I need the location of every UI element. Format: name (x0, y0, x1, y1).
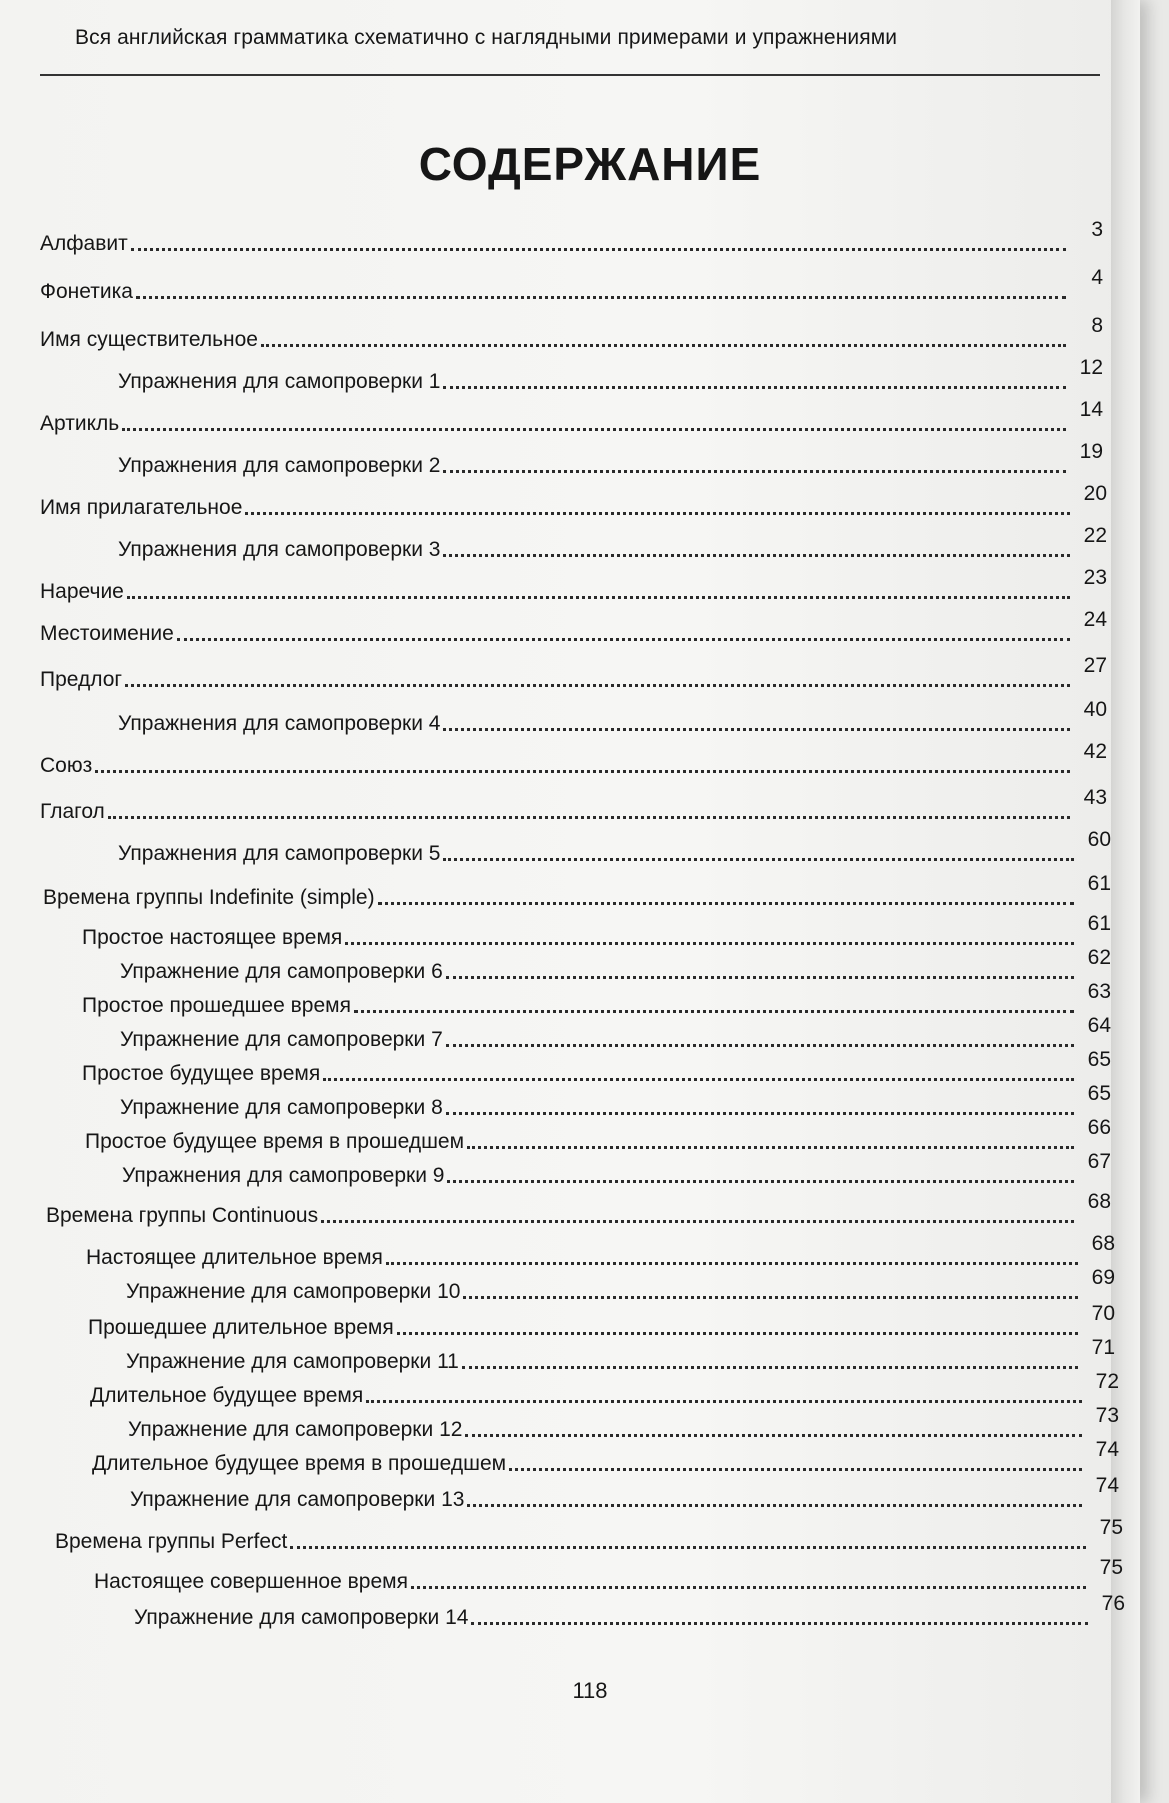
toc-leader-dots (131, 248, 1066, 251)
running-head: Вся английская грамматика схематично с наглядными примерами и упражнениями (75, 26, 898, 49)
toc-entry-label: Простое настоящее время (82, 926, 343, 949)
toc-entry (40, 608, 1107, 646)
toc-leader-dots (471, 1622, 1088, 1625)
toc-entry (85, 1116, 1111, 1154)
toc-leader-dots (467, 1504, 1082, 1507)
toc-entry-label: Фонетика (40, 280, 133, 303)
toc-leader-dots (136, 296, 1066, 299)
toc-leader-dots (261, 344, 1066, 347)
toc-entry-page: 3 (1091, 218, 1103, 241)
toc-leader-dots (447, 1180, 1074, 1183)
toc-leader-dots (366, 1400, 1082, 1403)
toc-entry (118, 356, 1103, 394)
toc-entry-page: 60 (1087, 828, 1111, 851)
toc-entry-page: 72 (1095, 1370, 1119, 1393)
toc-entry-page: 64 (1087, 1014, 1111, 1037)
toc-entry (40, 566, 1107, 604)
toc-entry-page: 67 (1087, 1150, 1111, 1173)
toc-entry-page: 20 (1083, 482, 1107, 505)
toc-entry-label: Простое будущее время в прошедшем (85, 1130, 465, 1153)
toc-entry-page: 62 (1087, 946, 1111, 969)
toc-leader-dots (386, 1262, 1078, 1265)
page-number: 118 (572, 1678, 608, 1703)
toc-entry-page: 22 (1083, 524, 1107, 547)
toc-entry-page: 70 (1091, 1302, 1115, 1325)
toc-leader-dots (509, 1468, 1082, 1471)
toc-leader-dots (467, 1146, 1074, 1149)
toc-leader-dots (323, 1078, 1074, 1081)
toc-leader-dots (465, 1434, 1082, 1437)
toc-leader-dots (443, 470, 1066, 473)
toc-entry (118, 828, 1111, 866)
toc-entry-page: 68 (1091, 1232, 1115, 1255)
toc-entry-label: Времена группы Indefinite (simple) (43, 886, 375, 909)
toc-entry (128, 1404, 1119, 1442)
toc-entry-page: 42 (1083, 740, 1107, 763)
toc-entry-page: 74 (1095, 1438, 1119, 1461)
toc-leader-dots (290, 1546, 1086, 1549)
toc-entry-label: Упражнение для самопроверки 12 (128, 1418, 463, 1441)
toc-entry (126, 1266, 1115, 1304)
toc-entry (118, 698, 1107, 736)
toc-entry-label: Артикль (40, 412, 120, 435)
toc-leader-dots (245, 512, 1070, 515)
toc-entry-label: Местоимение (40, 622, 174, 645)
toc-entry-label: Настоящее длительное время (86, 1246, 383, 1269)
toc-entry-page: 65 (1087, 1048, 1111, 1071)
toc-leader-dots (443, 386, 1066, 389)
toc-entry-label: Упражнения для самопроверки 4 (118, 712, 441, 735)
toc-entry-page: 61 (1087, 912, 1111, 935)
toc-entry-label: Упражнения для самопроверки 9 (122, 1164, 445, 1187)
toc-entry (88, 1302, 1115, 1340)
toc-entry (55, 1516, 1123, 1554)
toc-entry-label: Простое прошедшее время (82, 994, 351, 1017)
toc-entry (90, 1370, 1119, 1408)
toc-entry-page: 14 (1079, 398, 1103, 421)
toc-entry (92, 1438, 1119, 1476)
toc-leader-dots (443, 554, 1070, 557)
toc-entry-label: Времена группы Continuous (46, 1204, 319, 1227)
toc-entry-page: 12 (1079, 356, 1103, 379)
toc-entry-page: 27 (1083, 654, 1107, 677)
toc-entry (130, 1474, 1119, 1512)
toc-leader-dots (177, 638, 1070, 641)
toc-entry-label: Союз (40, 754, 93, 777)
toc-entry-page: 69 (1091, 1266, 1115, 1289)
toc-entry-label: Наречие (40, 580, 124, 603)
toc-entry-label: Упражнение для самопроверки 10 (126, 1280, 461, 1303)
toc-entry-label: Упражнение для самопроверки 8 (120, 1096, 443, 1119)
toc-entry-label: Прошедшее длительное время (88, 1316, 394, 1339)
toc-entry-page: 43 (1083, 786, 1107, 809)
toc-entry-page: 23 (1083, 566, 1107, 589)
toc-entry-page: 73 (1095, 1404, 1119, 1427)
toc-entry-page: 63 (1087, 980, 1111, 1003)
toc-entry-label: Глагол (40, 800, 105, 823)
toc-entry (40, 398, 1103, 436)
toc-leader-dots (462, 1366, 1078, 1369)
toc-entry-page: 8 (1091, 314, 1103, 337)
toc-entry-label: Имя существительное (40, 328, 258, 351)
toc-entry-label: Упражнения для самопроверки 1 (118, 370, 441, 393)
toc-entry-label: Предлог (40, 668, 123, 691)
toc-entry (122, 1150, 1111, 1188)
toc-entry-label: Упражнение для самопроверки 6 (120, 960, 443, 983)
toc-entry (118, 440, 1103, 478)
toc-entry-label: Упражнение для самопроверки 11 (126, 1350, 459, 1373)
toc-entry-page: 75 (1099, 1516, 1123, 1539)
toc-entry-label: Длительное будущее время в прошедшем (92, 1452, 507, 1475)
toc-leader-dots (378, 902, 1074, 905)
toc-entry-label: Упражнение для самопроверки 13 (130, 1488, 465, 1511)
toc-entry (120, 1014, 1111, 1052)
toc-leader-dots (443, 858, 1074, 861)
toc-leader-dots (321, 1220, 1074, 1223)
toc-entry (118, 524, 1107, 562)
toc-entry-page: 71 (1091, 1336, 1115, 1359)
toc-entry (94, 1556, 1123, 1594)
toc-entry-page: 68 (1087, 1190, 1111, 1213)
toc-entry (120, 1082, 1111, 1120)
toc-leader-dots (122, 428, 1066, 431)
toc-leader-dots (446, 1112, 1074, 1115)
toc-entry (82, 1048, 1111, 1086)
toc-leader-dots (354, 1010, 1074, 1013)
toc-leader-dots (125, 684, 1070, 687)
toc-entry (40, 314, 1103, 352)
toc-entry-label: Простое будущее время (82, 1062, 321, 1085)
toc-leader-dots (446, 1044, 1074, 1047)
toc-leader-dots (411, 1586, 1086, 1589)
toc-entry (120, 946, 1111, 984)
toc-entry-page: 66 (1087, 1116, 1111, 1139)
toc-entry-label: Упражнения для самопроверки 2 (118, 454, 441, 477)
toc-entry (40, 786, 1107, 824)
toc-entry-page: 61 (1087, 872, 1111, 895)
toc-entry (82, 912, 1111, 950)
toc-leader-dots (95, 770, 1070, 773)
toc-entry-page: 24 (1083, 608, 1107, 631)
toc-entry-page: 40 (1083, 698, 1107, 721)
toc-entry-label: Упражнение для самопроверки 7 (120, 1028, 443, 1051)
toc-entry (40, 740, 1107, 778)
toc-leader-dots (446, 976, 1074, 979)
toc-entry-page: 65 (1087, 1082, 1111, 1105)
toc-entry-label: Упражнения для самопроверки 3 (118, 538, 441, 561)
toc-entry-label: Длительное будущее время (90, 1384, 364, 1407)
toc-leader-dots (108, 816, 1070, 819)
toc-entry-label: Времена группы Perfect (55, 1530, 288, 1553)
toc-entry (134, 1592, 1125, 1630)
toc-entry (40, 482, 1107, 520)
toc-entry (86, 1232, 1115, 1270)
toc-entry (82, 980, 1111, 1018)
toc-entry-label: Упражнения для самопроверки 5 (118, 842, 441, 865)
toc-entry-page: 19 (1079, 440, 1103, 463)
toc-entry (40, 266, 1103, 304)
toc-leader-dots (397, 1332, 1078, 1335)
toc-entry (126, 1336, 1115, 1374)
toc-entry-label: Упражнение для самопроверки 14 (134, 1606, 469, 1629)
toc-entry-page: 75 (1099, 1556, 1123, 1579)
toc-leader-dots (443, 728, 1070, 731)
toc-entry-page: 74 (1095, 1474, 1119, 1497)
toc-leader-dots (463, 1296, 1078, 1299)
toc-entry (40, 654, 1107, 692)
toc-entry-page: 4 (1091, 266, 1103, 289)
toc-entry-page: 76 (1101, 1592, 1125, 1615)
page-title: СОДЕРЖАНИЕ (418, 138, 762, 190)
toc-leader-dots (345, 942, 1074, 945)
toc-leader-dots (127, 596, 1070, 599)
toc-entry (43, 872, 1111, 910)
toc-entry (46, 1190, 1111, 1228)
toc-entry (40, 218, 1103, 256)
toc-entry-label: Имя прилагательное (40, 496, 243, 519)
toc-entry-label: Алфавит (40, 232, 128, 255)
toc-entry-label: Настоящее совершенное время (94, 1570, 408, 1593)
